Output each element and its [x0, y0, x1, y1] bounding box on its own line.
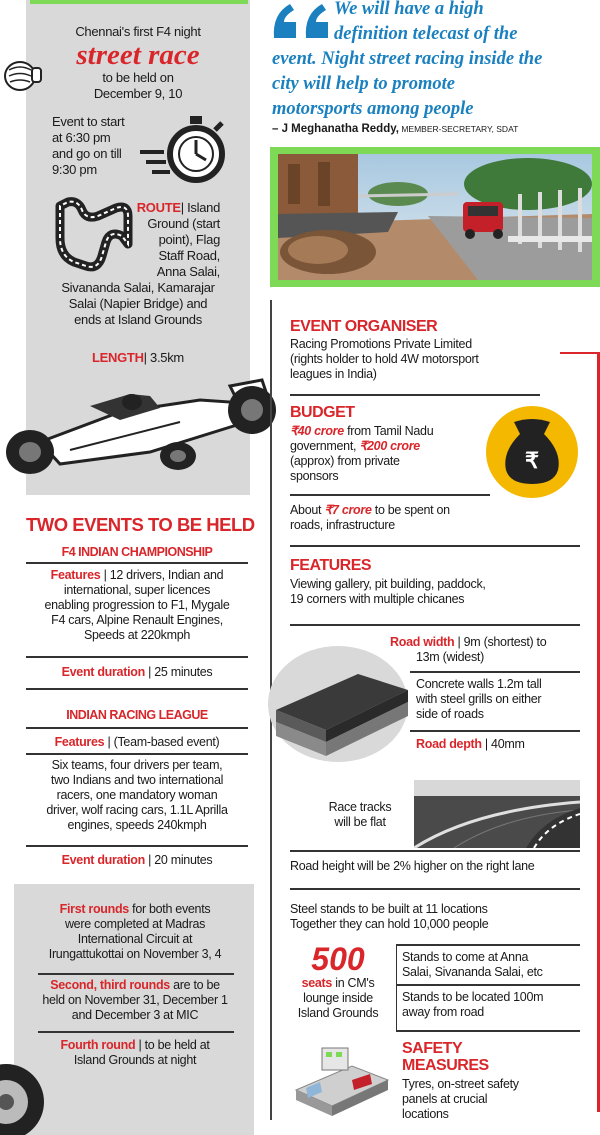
road-width-value: | 9m (shortest) to	[454, 635, 547, 649]
divider	[290, 850, 580, 852]
length-label: LENGTH	[92, 350, 144, 365]
organiser-body	[290, 337, 479, 382]
road-height-note: Road height will be 2% higher on the right lane	[290, 859, 535, 873]
irl-features	[26, 735, 248, 750]
irl-title: INDIAN RACING LEAGUE	[66, 708, 208, 722]
timing-line: and go on till	[52, 146, 122, 161]
seats-block	[284, 942, 392, 1021]
road-cross-section-image	[262, 638, 410, 764]
stands-intro-line: Steel stands to be built at 11 locations	[290, 902, 488, 916]
f4-features-line: Speeds at 220kmph	[83, 628, 191, 642]
divider	[26, 727, 248, 729]
fourth-round-label: Fourth round	[60, 1038, 136, 1052]
divider	[396, 946, 397, 1032]
quote-author-name: – J Meghanatha Reddy,	[272, 123, 399, 135]
road-width-label: Road width	[390, 635, 455, 649]
race-track-photo	[414, 780, 580, 848]
tyre-icon	[0, 1058, 46, 1135]
f4-duration-value: | 25 minutes	[148, 665, 213, 679]
fourth-round-line: Island Grounds at night	[73, 1053, 197, 1067]
irl-duration	[26, 853, 248, 868]
rupee-symbol: ₹	[525, 448, 539, 473]
budget-line: roads, infrastructure	[290, 518, 395, 532]
irl-features-value: | (Team-based event)	[107, 735, 220, 749]
road-width	[390, 635, 590, 665]
budget-line: sponsors	[290, 469, 339, 483]
seats-line: Island Grounds	[297, 1006, 379, 1020]
route-line: | Island	[180, 200, 220, 215]
budget-body	[290, 424, 433, 484]
pointing-hand-icon	[0, 52, 42, 96]
route-line: point), Flag	[158, 232, 220, 247]
first-rounds-line: International Circuit at	[77, 932, 193, 946]
divider	[290, 624, 580, 626]
two-events-title: TWO EVENTS TO BE HELD	[26, 514, 255, 535]
safety-line: locations	[402, 1107, 449, 1121]
budget-infra	[290, 503, 450, 533]
length-value: | 3.5km	[143, 350, 184, 365]
road-depth-label: Road depth	[416, 737, 482, 751]
fourth-round-line: | to be held at	[135, 1038, 210, 1052]
stands-intro	[290, 902, 488, 932]
divider	[26, 845, 248, 847]
route-line: Sivananda Salai, Kamarajar	[61, 280, 215, 295]
stands-intro-line: Together they can hold 10,000 people	[290, 917, 489, 931]
quote-author-title: MEMBER-SECRETARY, SDAT	[398, 124, 519, 134]
f4-features-line: enabling progression to F1, Mygale	[44, 598, 230, 612]
stands-anna-line: Stands to come at Anna	[402, 950, 529, 964]
route-line: Anna Salai,	[156, 264, 220, 279]
road-walls-line: Concrete walls 1.2m tall	[416, 677, 542, 691]
road-depth	[416, 737, 525, 752]
intro-date: December 9, 10	[93, 86, 183, 101]
organiser-line: (rights holder to hold 4W motorsport	[290, 352, 479, 366]
timing-line: Event to start	[52, 114, 125, 129]
quote-line: We will have a high	[334, 0, 484, 19]
irl-details-line: racers, one mandatory woman	[56, 788, 218, 802]
stands-road-line: away from road	[402, 1005, 484, 1019]
organiser-line: leagues in India)	[290, 367, 377, 381]
safety-body	[402, 1077, 519, 1122]
stopwatch-icon	[140, 110, 230, 188]
irl-details-line: driver, wolf racing cars, 1.1L Aprilla	[46, 803, 228, 817]
timing-line: at 6:30 pm	[52, 130, 111, 145]
irl-details-line: Six teams, four drivers per team,	[51, 758, 223, 772]
street-photo	[270, 147, 600, 287]
irl-features-label: Features	[54, 735, 105, 749]
divider	[290, 394, 540, 396]
irl-duration-label: Event duration	[61, 853, 145, 867]
race-tracks-flat-line: will be flat	[334, 815, 386, 829]
intro-line: to be held on	[102, 70, 174, 85]
route-line: Ground (start	[147, 216, 220, 231]
budget-amount-state: ₹40 crore	[290, 424, 344, 438]
quote-line: motorsports among people	[272, 99, 474, 119]
f4-duration-label: Event duration	[61, 665, 145, 679]
quote-block	[272, 0, 600, 122]
first-rounds-line: for both events	[128, 902, 211, 916]
budget-title: BUDGET	[290, 404, 355, 421]
seats-line: lounge inside	[303, 991, 373, 1005]
road-walls-line: side of roads	[416, 707, 484, 721]
features-line: 19 corners with multiple chicanes	[290, 592, 465, 606]
f4-features-line: F4 cars, Alpine Renault Engines,	[51, 613, 223, 627]
seats-number: 500	[311, 941, 365, 977]
divider	[26, 562, 248, 564]
second-rounds-line: are to be	[169, 978, 220, 992]
safety-title-line: MEASURES	[402, 1057, 489, 1074]
race-tracks-flat-line: Race tracks	[328, 800, 392, 814]
first-rounds-line: Irungattukottai on November 3, 4	[48, 947, 222, 961]
second-rounds-line: held on November 31, December 1	[42, 993, 228, 1007]
budget-amount-sponsors: ₹200 crore	[359, 439, 420, 453]
irl-details	[26, 758, 248, 833]
divider	[38, 1031, 234, 1033]
safety-title	[402, 1040, 489, 1074]
race-car-icon	[0, 372, 280, 482]
divider	[290, 494, 490, 496]
race-tracks-flat	[310, 800, 410, 830]
length-row	[30, 350, 246, 366]
divider	[410, 730, 580, 732]
divider	[396, 1030, 580, 1032]
divider	[290, 888, 580, 890]
seats-label: seats	[301, 976, 333, 990]
divider	[26, 753, 248, 755]
quote-author	[272, 123, 518, 135]
first-rounds	[22, 902, 248, 962]
f4-features-line: | 12 drivers, Indian and	[103, 568, 224, 582]
intro-line: Chennai's first F4 night	[75, 24, 201, 39]
money-bag-icon	[484, 404, 580, 500]
divider	[410, 671, 580, 673]
red-bracket	[560, 352, 600, 354]
budget-line: to be spent on	[371, 503, 450, 517]
road-width-line: 13m (widest)	[416, 650, 484, 664]
features-line: Viewing gallery, pit building, paddock,	[290, 577, 486, 591]
stands-anna	[402, 950, 543, 980]
second-rounds-label: Second, third rounds	[50, 978, 170, 992]
irl-details-line: two Indians and two international	[50, 773, 224, 787]
stands-road-line: Stands to be located 100m	[402, 990, 544, 1004]
stands-anna-line: Salai, Sivananda Salai, etc	[402, 965, 543, 979]
first-rounds-line: were completed at Madras	[64, 917, 206, 931]
safety-line: panels at crucial	[402, 1092, 488, 1106]
divider	[26, 688, 248, 690]
stands-illustration	[292, 1040, 392, 1122]
panel-top-green-strip	[30, 0, 248, 4]
quote-line: event. Night street racing inside the	[272, 49, 543, 69]
street-race-heading: street race	[76, 39, 200, 71]
route-block	[28, 200, 220, 280]
divider	[396, 944, 580, 946]
budget-line: from Tamil Nadu	[343, 424, 434, 438]
route-label: ROUTE	[136, 200, 181, 215]
quote-line: city will help to promote	[272, 74, 455, 94]
irl-duration-value: | 20 minutes	[148, 853, 213, 867]
features-body	[290, 577, 486, 607]
first-rounds-label: First rounds	[59, 902, 129, 916]
fourth-round	[22, 1038, 248, 1068]
safety-title-line: SAFETY	[402, 1040, 463, 1057]
second-rounds-line: and December 3 at MIC	[71, 1008, 199, 1022]
second-rounds	[22, 978, 248, 1023]
route-line: Staff Road,	[158, 248, 220, 263]
seats-line: in CM's	[332, 976, 375, 990]
organiser-line: Racing Promotions Private Limited	[290, 337, 472, 351]
stands-road	[402, 990, 543, 1020]
budget-line: government,	[290, 439, 360, 453]
route-line: Salai (Napier Bridge) and	[68, 296, 208, 311]
features-title: FEATURES	[290, 557, 372, 574]
route-block-tail	[30, 280, 246, 328]
budget-line: (approx) from private	[290, 454, 400, 468]
route-line: ends at Island Grounds	[74, 312, 202, 327]
organiser-title: EVENT ORGANISER	[290, 318, 438, 335]
f4-features-line: international, super licences	[63, 583, 211, 597]
road-depth-value: | 40mm	[481, 737, 525, 751]
safety-line: Tyres, on-street safety	[402, 1077, 519, 1091]
f4-title: F4 INDIAN CHAMPIONSHIP	[61, 545, 213, 559]
timing-block	[52, 114, 124, 178]
quote-line: definition telecast of the	[334, 24, 518, 44]
divider	[26, 656, 248, 658]
budget-amount-infra: ₹7 crore	[324, 503, 372, 517]
timing-line: 9:30 pm	[52, 162, 97, 177]
f4-features-label: Features	[50, 568, 101, 582]
intro-block	[26, 24, 250, 102]
budget-line: About	[290, 503, 325, 517]
divider	[290, 545, 580, 547]
f4-features	[26, 568, 248, 643]
divider	[396, 984, 580, 986]
f4-duration	[26, 665, 248, 680]
road-walls-line: with steel grills on either	[416, 692, 542, 706]
divider	[38, 973, 234, 975]
road-walls	[416, 677, 542, 722]
irl-details-line: engines, speeds 240kmph	[67, 818, 207, 832]
